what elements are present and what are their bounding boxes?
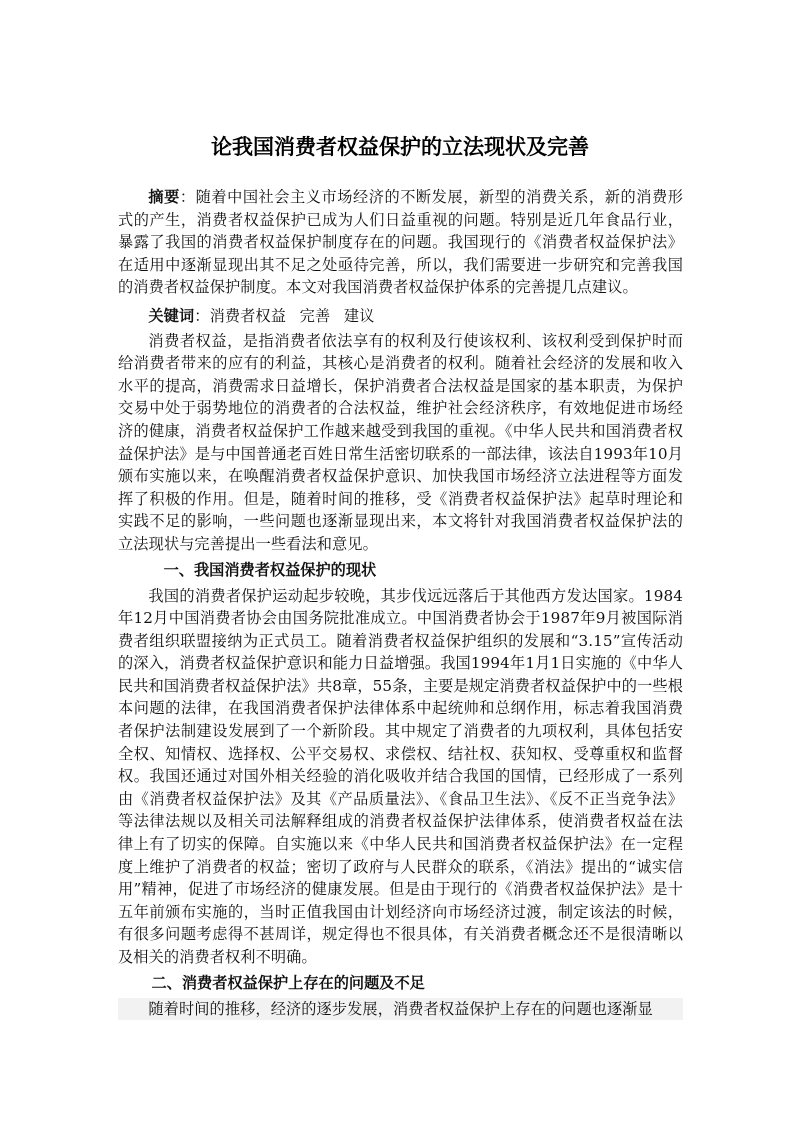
abstract-label: 摘要 [148, 188, 180, 206]
document-body [118, 186, 683, 1020]
keyword-item: 消费者权益 [209, 306, 286, 325]
abstract-paragraph [118, 186, 683, 299]
document-title: 论我国消费者权益保护的立法现状及完善 [211, 135, 589, 159]
section-2-heading: 二、消费者权益保护上存在的问题及不足 [151, 973, 425, 992]
keywords-label: 关键词 [148, 306, 195, 325]
keywords-line [118, 305, 683, 328]
section-1-paragraph: 我国的消费者保护运动起步较晚，其步伐远远落后于其他西方发达国家。1984年12月中国消费者协会由国务院批准成立。中国消费者协会于1987年9月被国际消费者组织联盟接纳为正式员工。随着消费者权益保护组织的发展和“3.15”宣传活动的深入，消费者权益保护意识和能力日益增强。我国1994年1月1日实施的《中华人民共和国消费者权益保护法》共8章，55条，主要是规定消费者权益保护中的一些根本问题的法律，在我国消费者保护法律体系中起统帅和总纲作用，标志着我国消费者保护法制建设发展到了一个新阶段。其中规定了消费者的九项权利，具体包括安全权、知情权、选择权、公平交易权、求偿权、结社权、获知权、受尊重权和监督权。我国还通过对国外相关经验的消化吸收并结合我国的国情，已经形成了一系列由《消费者权益保护法》及其《产品质量法》、《食品卫生法》、《反不正当竞争法》等法律法规以及相关司法解释组成的消费者权益保护法律体系，使消费者权益在法律上有了切实的保障。自实施以来《中华人民共和国消费者权益保护法》在一定程度上维护了消费者的权益；密切了政府与人民群众的联系，《消法》提出的“诚实信用”精神，促进了市场经济的健康发展。但是由于现行的《消费者权益保护法》是十五年前颁布实施的，当时正值我国由计划经济向市场经济过渡，制定该法的时候，有很多问题考虑得不甚周详，规定得也不很具体，有关消费者概念还不是很清晰以及相关的消费者权利不明确。 [118, 586, 683, 966]
section-1-heading: 一、我国消费者权益保护的现状 [163, 560, 377, 579]
section-2-paragraph: 随着时间的推移，经济的逐步发展，消费者权益保护上存在的问题也逐渐显 [118, 998, 683, 1021]
keyword-item: 建议 [343, 306, 375, 325]
keyword-item: 完善 [299, 306, 331, 325]
keywords-separator: ： [194, 306, 210, 325]
intro-paragraph: 消费者权益，是指消费者依法享有的权利及行使该权利、该权利受到保护时而给消费者带来的应有的利益，其核心是消费者的权利。随着社会经济的发展和收入水平的提高，消费需求日益增长，保护消费者合法权益是国家的基本职责，为保护交易中处于弱势地位的消费者的合法权益，维护社会经济秩序，有效地促进市场经济的健康，消费者权益保护工作越来越受到我国的重视。《中华人民共和国消费者权益保护法》是与中国普通老百姓日常生活密切联系的一部法律，该法自1993年10月颁布实施以来，在唤醒消费者权益保护意识、加快我国市场经济立法进程等方面发挥了积极的作用。但是，随着时间的推移，受《消费者权益保护法》起草时理论和实践不足的影响，一些问题也逐渐显现出来，本文将针对我国消费者权益保护法的立法现状与完善提出一些看法和意见。 [118, 331, 683, 553]
abstract-text: ：随着中国社会主义市场经济的不断发展，新型的消费关系，新的消费形式的产生，消费者权益保护已成为人们日益重视的问题。特别是近几年食品行业，暴露了我国的消费者权益保护制度存在的问题。我国现行的《消费者权益保护法》在适用中逐渐显现出其不足之处亟待完善，所以，我们需要进一步研究和完善我国的消费者权益保护制度。本文对我国消费者权益保护体系的完善提几点建议。 [118, 188, 684, 297]
